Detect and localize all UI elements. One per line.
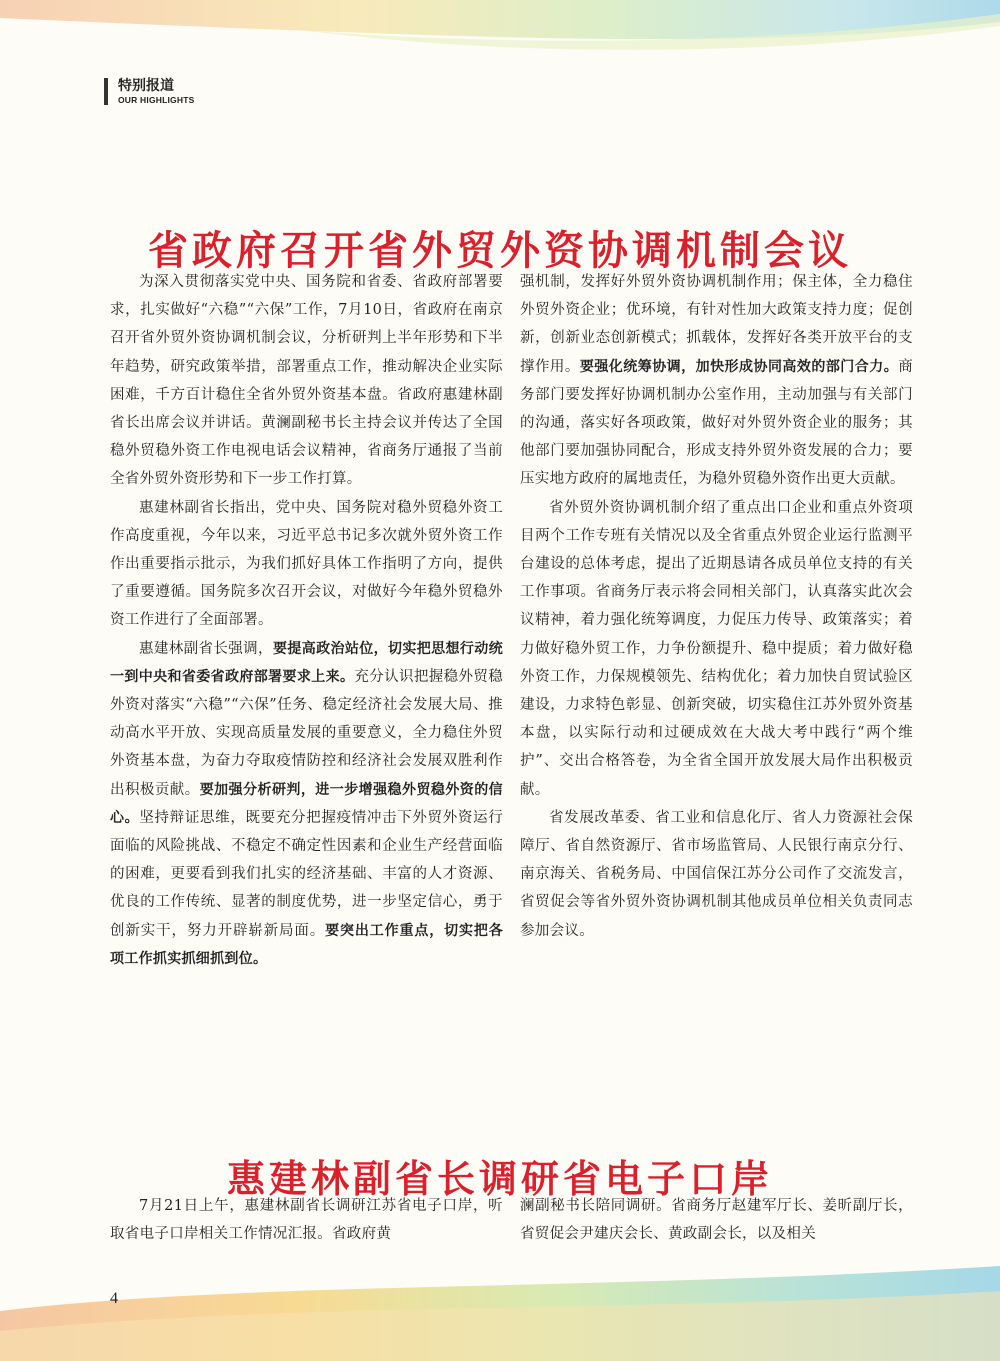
p3-body-1: 充分认识把握稳外贸稳外资对落实“六稳”“六保”任务、稳定经济社会发展大局、推动高水平开放、实现高质量发展的重要意义，全力稳住外贸外资基本盘，为奋力夺取疫情防控和经济社会发展双胜利作出积极贡献。	[110, 668, 503, 798]
article1-paragraph-5: 省发展改革委、省工业和信息化厅、省人力资源社会保障厅、省自然资源厅、省市场监管局、人民银行南京分行、南京海关、省税务局、中国信保江苏分公司作了交流发言，省贸促会等省外贸外资协调机制其他成员单位相关负责同志参加会议。	[520, 809, 913, 939]
article2-title: 惠建林副省长调研省电子口岸	[226, 1156, 773, 1202]
p3-body-2: 坚持辩证思维，既要充分把握疫情冲击下外贸外资运行面临的风险挑战、不稳定不确定性因素和企业生产经营面临的困难，更要看到我们扎实的经济基础、丰富的人才资源、优良的工作传统、显著的制度优势，进一步坚定信心，勇于创新实干，努力开辟崭新局面。	[110, 809, 503, 939]
p3-body-4: 商务部门要发挥好协调机制办公室作用，主动加强与有关部门的沟通，落实好各项政策，做好对外贸外资企业的服务；其他部门要加强协同配合，形成支持外贸外资发展的合力；要压实地方政府的属地责任，为稳外贸稳外资作出更大贡献。	[520, 358, 913, 488]
article1-title: 省政府召开省外贸外资协调机制会议	[148, 226, 852, 274]
article1-paragraph-3	[110, 635, 503, 973]
article1-paragraph-4: 省外贸外资协调机制介绍了重点出口企业和重点外资项目两个工作专班有关情况以及全省重点外贸企业运行监测平台建设的总体考虑，提出了近期恳请各成员单位支持的有关工作事项。省商务厅表示将会同相关部门，认真落实此次会议精神，着力强化统筹调度，力促压力传导、政策落实；着力做好稳外贸工作，力争份额提升、稳中提质；着力做好稳外资工作，力保规模领先、结构优化；着力加快自贸试验区建设，力求特色彰显、创新突破，切实稳住江苏外贸外资基本盘，以实际行动和过硬成效在大战大考中践行“两个维护”、交出合格答卷，为全省全国开放发展大局作出积极贡献。	[520, 499, 913, 798]
article2-paragraph-1: 7月21日上午，惠建林副省长调研江苏省电子口岸，听取省电子口岸相关工作情况汇报。省政府黄	[110, 1198, 503, 1243]
article1-column-left	[110, 268, 503, 973]
bottom-decoration	[0, 1261, 1000, 1361]
article1-paragraph-3-cont	[520, 268, 913, 494]
article2-column-left	[110, 1192, 503, 1248]
p3-point-4: 要强化统筹协调，加快形成协同高效的部门合力。	[579, 358, 899, 375]
page-number: 4	[110, 1290, 118, 1307]
section-title-en: OUR HIGHLIGHTS	[118, 95, 195, 105]
section-bar	[104, 78, 108, 105]
p3-body-3: 强机制，发挥好外贸外资协调机制作用；保主体，全力稳住外贸外资企业；优环境，有针对性加大政策支持力度；促创新，创新业态创新模式；抓载体，发挥好各类开放平台的支撑作用。	[520, 274, 913, 375]
article2-paragraph-1-cont: 澜副秘书长陪同调研。省商务厅赵建军厅长、姜昕副厅长，省贸促会尹建庆会长、黄政副会长，以及相关	[520, 1198, 913, 1243]
p3-point-1: 要提高政治站位，切实把思想行动统一到中央和省委省政府部署要求上来。	[110, 640, 503, 685]
p3-point-3: 要突出工作重点，切实把各项工作抓实抓细抓到位。	[110, 922, 503, 967]
article1-column-right	[520, 268, 913, 945]
p3-intro: 惠建林副省长强调，	[139, 640, 273, 657]
article1-paragraph-2: 惠建林副省长指出，党中央、国务院对稳外贸稳外资工作高度重视，今年以来，习近平总书记多次就外贸外资工作作出重要指示批示，为我们抓好具体工作指明了方向，提供了重要遵循。国务院多次召开会议，对做好今年稳外贸稳外资工作进行了全面部署。	[110, 499, 503, 629]
article1-paragraph-1: 为深入贯彻落实党中央、国务院和省委、省政府部署要求，扎实做好“六稳”“六保”工作，7月10日，省政府在南京召开省外贸外资协调机制会议，分析研判上半年形势和下半年趋势，研究政策举措，部署重点工作，推动解决企业实际困难，千方百计稳住全省外贸外资基本盘。省政府惠建林副省长出席会议并讲话。黄澜副秘书长主持会议并传达了全国稳外贸稳外资工作电视电话会议精神，省商务厅通报了当前全省外贸外资形势和下一步工作打算。	[110, 274, 503, 488]
article2-column-right	[520, 1192, 913, 1248]
section-title-cn: 特别报道	[118, 78, 174, 94]
p3-point-2: 要加强分析研判，进一步增强稳外贸稳外资的信心。	[110, 781, 503, 826]
top-decoration	[0, 0, 1000, 70]
